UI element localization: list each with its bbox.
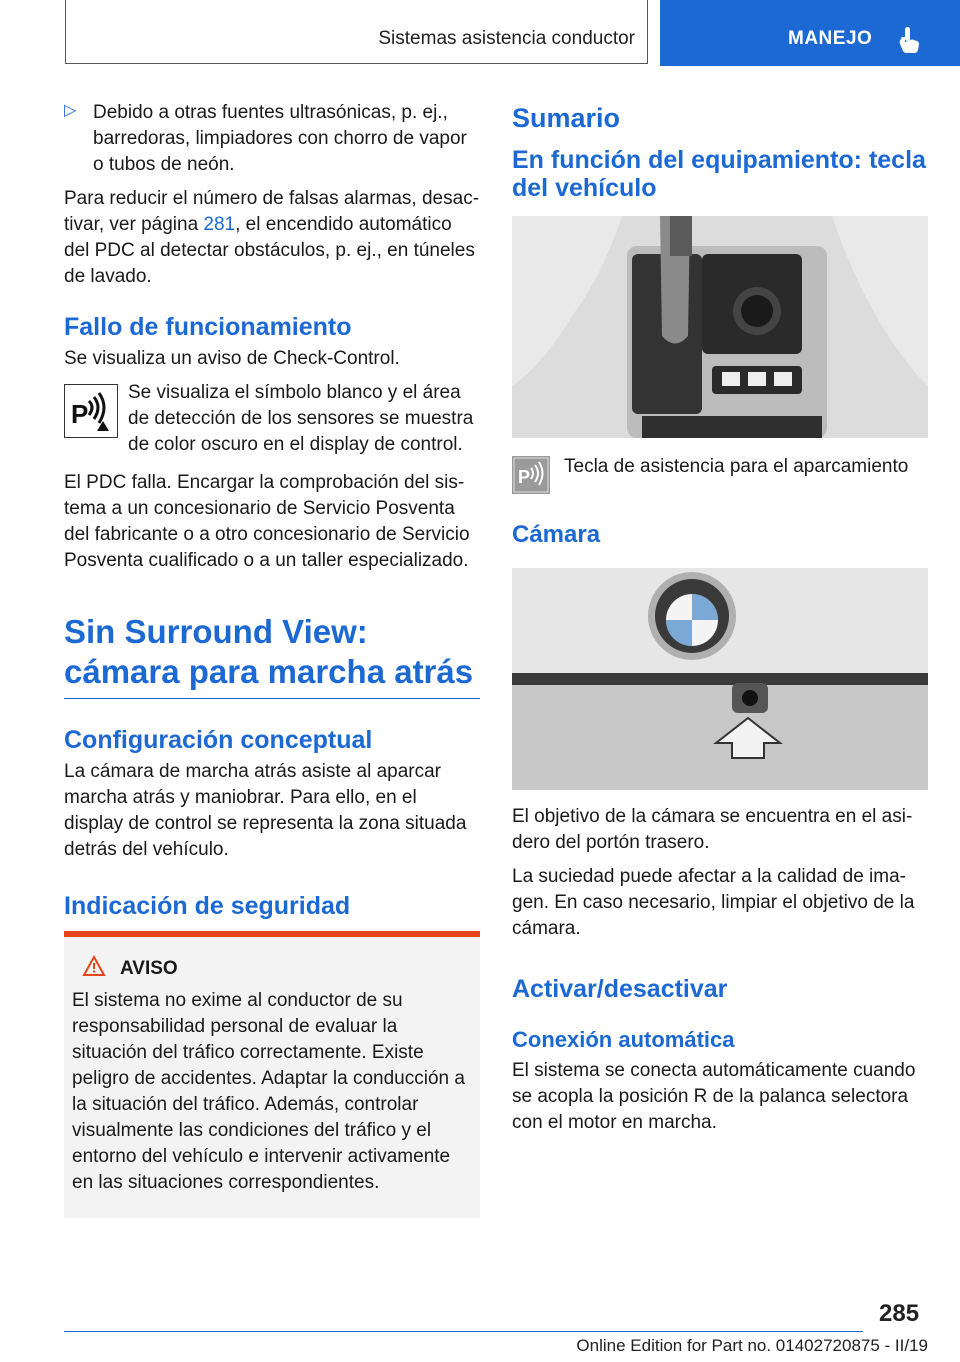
button-caption: Tecla de asistencia para el aparcamiento (564, 456, 909, 477)
svg-text:P: P (71, 399, 89, 429)
footer-edition: Online Edition for Part no. 01402720875 - II/19 (576, 1336, 928, 1355)
bullet-text: Debido a otras fuentes ultrasónicas, p. ej., barredoras, limpiadores con chorro de vapor o tubos de neón. (93, 102, 467, 175)
footer-rule (64, 1331, 863, 1332)
warning-title: AVISO (120, 957, 178, 979)
center-console-photo (512, 216, 928, 438)
triangle-bullet-icon: ▷ (64, 102, 77, 119)
fault-icon-row (64, 380, 480, 458)
paragraph-text: , el encendido automático del PDC al detectar obstáculos, p. ej., en túneles de lavado. (64, 214, 475, 287)
page-number: 285 (879, 1300, 920, 1327)
heading-equipment: En función del equipamiento: tecla del vehículo (512, 146, 926, 202)
paragraph-text: Para reducir el número de falsas alarmas, desactivar, ver página (64, 188, 480, 235)
heading-activate: Activar/desactivar (512, 975, 728, 1003)
left-column (64, 100, 480, 1218)
warning-text: El sistema no exime al conductor de su responsabilidad personal de evaluar la situación del tráfico correctamente. Existe peligro de accidentes. Adaptar la conducción a la situación del tráfico. Además, controlar visualmente las condiciones del tráfico y el entorno del vehículo e intervenir activamente en las situaciones correspondientes. (72, 990, 465, 1193)
heading-safety: Indicación de seguridad (64, 892, 351, 920)
page-header (0, 0, 960, 66)
page-link[interactable]: 281 (203, 214, 236, 235)
fault-paragraph: El PDC falla. Encargar la comprobación del sistema a un concesionario de Servicio Posventa del fabricante o a otro concesionario de Servicio Posventa cualificado o a un taller especializado. (64, 472, 470, 571)
main-heading: Sin Surround View: cámara para marcha atrás (64, 612, 480, 699)
camera-paragraph-2: La suciedad puede afectar a la calidad de imagen. En caso necesario, limpiar el objetivo de la cámara. (512, 866, 915, 939)
pointing-hand-icon (898, 26, 920, 59)
paragraph (64, 186, 480, 290)
svg-text:P: P (518, 467, 531, 487)
right-column (512, 100, 928, 1136)
auto-paragraph: El sistema se conecta automáticamente cuando se acopla la posición R de la palanca selectora con el motor en marcha. (512, 1060, 916, 1133)
tab-manejo[interactable] (660, 0, 960, 66)
warning-box (64, 931, 480, 1218)
pdc-sensor-icon (64, 384, 118, 438)
fault-icon-text: Se visualiza el símbolo blanco y el área de detección de los sensores se muestra de color oscuro en el display de control. (128, 382, 474, 455)
section-title-box (65, 0, 648, 64)
section-title: Sistemas asistencia conductor (378, 28, 635, 49)
rear-camera-photo (512, 568, 928, 790)
fault-intro: Se visualiza un aviso de Check-Control. (64, 348, 400, 369)
camera-paragraph-1: El objetivo de la cámara se encuentra en el asidero del portón trasero. (512, 806, 913, 853)
button-caption-row (512, 454, 928, 502)
heading-concept: Configuración conceptual (64, 726, 373, 754)
warning-triangle-icon (82, 955, 106, 982)
heading-fault: Fallo de funcionamiento (64, 313, 352, 341)
tab-manejo-label: MANEJO (788, 28, 873, 49)
list-item (64, 100, 480, 178)
heading-auto: Conexión automática (512, 1027, 735, 1052)
concept-paragraph: La cámara de marcha atrás asiste al aparcar marcha atrás y maniobrar. Para ello, en el display de control se representa la zona situada detrás del vehículo. (64, 761, 467, 860)
pdc-button-icon (512, 456, 550, 494)
heading-camera: Cámara (512, 521, 601, 548)
heading-summary: Sumario (512, 103, 621, 133)
